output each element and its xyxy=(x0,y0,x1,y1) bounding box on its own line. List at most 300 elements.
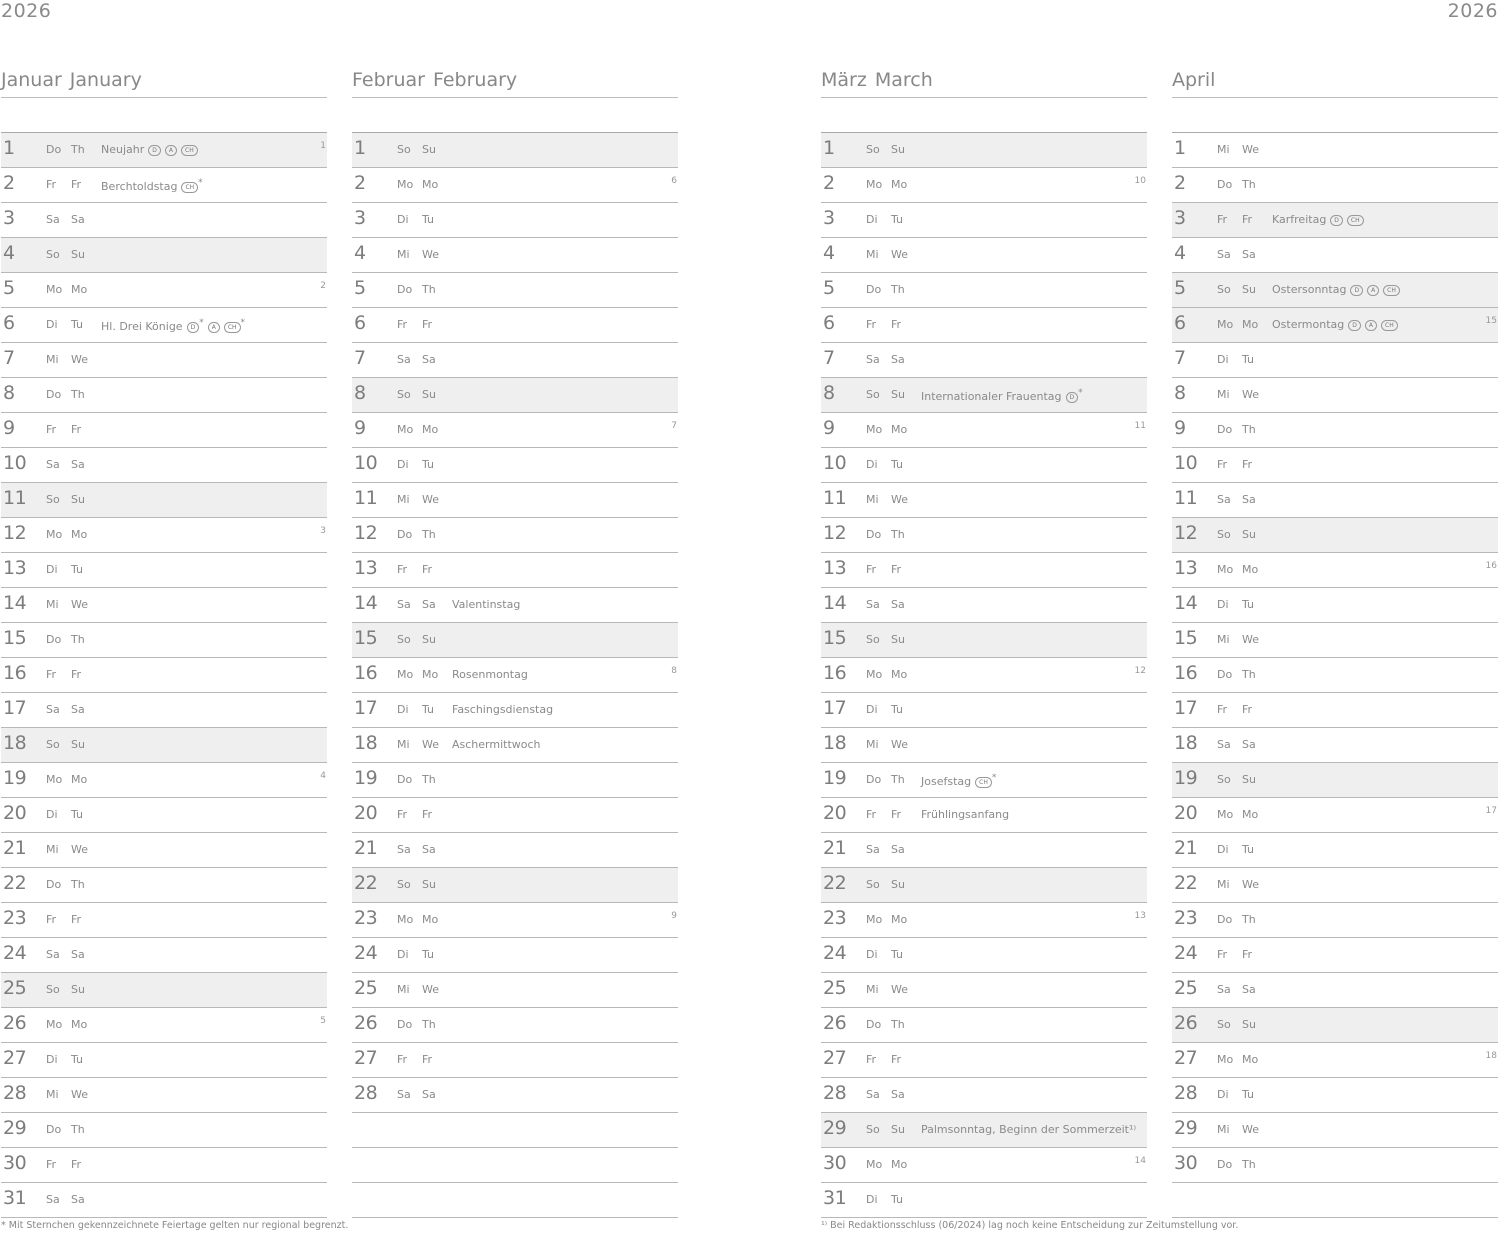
weekday-en: We xyxy=(1242,143,1259,156)
day-number: 1 xyxy=(823,137,835,159)
day-number: 3 xyxy=(823,207,835,229)
day-row xyxy=(1172,133,1498,168)
day-row xyxy=(1172,203,1498,238)
country-badge-icon: CH xyxy=(975,777,992,788)
day-row xyxy=(1,973,327,1008)
day-number: 30 xyxy=(1174,1152,1198,1174)
country-badge-icon: D xyxy=(1348,320,1361,331)
day-number: 23 xyxy=(354,907,378,929)
regional-asterisk: * xyxy=(198,178,203,188)
weekday-en: Fr xyxy=(422,1053,433,1066)
weekday-en: We xyxy=(891,738,908,751)
day-row xyxy=(1,1008,327,1043)
weekday-de: So xyxy=(1217,283,1231,296)
day-row xyxy=(352,763,678,798)
weekday-en: Tu xyxy=(71,318,84,331)
day-row xyxy=(1172,273,1498,308)
weekday-de: Fr xyxy=(866,808,877,821)
day-row xyxy=(821,588,1147,623)
country-badge-icon: A xyxy=(1367,285,1379,296)
weekday-en: Th xyxy=(71,633,85,646)
weekday-en: Su xyxy=(1242,1018,1256,1031)
country-badge-icon: A xyxy=(1365,320,1377,331)
day-number: 4 xyxy=(1174,242,1186,264)
week-number: 8 xyxy=(671,666,677,676)
weekday-en: Fr xyxy=(71,178,82,191)
weekday-en: Tu xyxy=(422,458,435,471)
weekday-en: Su xyxy=(422,878,436,891)
day-row xyxy=(821,1078,1147,1113)
day-number: 22 xyxy=(1174,872,1198,894)
weekday-de: Di xyxy=(1217,1088,1229,1101)
day-row xyxy=(821,553,1147,588)
weekday-en: Th xyxy=(891,283,905,296)
holiday-name: Frühlingsanfang xyxy=(921,808,1010,821)
day-number: 3 xyxy=(354,207,366,229)
day-number: 1 xyxy=(1174,137,1186,159)
weekday-en: Su xyxy=(422,143,436,156)
footnote-regional: * Mit Sternchen gekennzeichnete Feiertage gelten nur regional begrenzt. xyxy=(1,1220,349,1231)
weekday-de: Sa xyxy=(866,1088,880,1101)
weekday-de: Sa xyxy=(46,213,60,226)
day-number: 8 xyxy=(3,382,15,404)
weekday-de: Di xyxy=(1217,598,1229,611)
day-row xyxy=(821,728,1147,763)
day-number: 23 xyxy=(3,907,27,929)
weekday-de: Fr xyxy=(1217,703,1228,716)
weekday-de: So xyxy=(397,388,411,401)
weekday-de: So xyxy=(866,633,880,646)
regional-asterisk: * xyxy=(240,318,246,328)
day-number: 9 xyxy=(1174,417,1186,439)
day-number: 8 xyxy=(1174,382,1186,404)
holiday-name: Rosenmontag xyxy=(452,668,528,681)
day-number: 12 xyxy=(823,522,847,544)
weekday-en: We xyxy=(71,598,88,611)
month-name-en: January xyxy=(69,69,142,91)
holiday xyxy=(921,808,1009,821)
day-row xyxy=(1172,1113,1498,1148)
weekday-de: Mo xyxy=(46,528,63,541)
day-number: 28 xyxy=(354,1082,378,1104)
weekday-de: So xyxy=(1217,773,1231,786)
weekday-de: Mi xyxy=(46,1088,59,1101)
country-badge-icon: D xyxy=(148,145,161,156)
weekday-de: So xyxy=(46,983,60,996)
day-number: 29 xyxy=(823,1117,847,1139)
weekday-de: Mo xyxy=(46,283,63,296)
weekday-en: Fr xyxy=(71,423,82,436)
regional-asterisk: * xyxy=(199,318,204,328)
day-row xyxy=(352,1008,678,1043)
weekday-en: Mo xyxy=(1242,563,1259,576)
country-badge-icon: A xyxy=(208,322,220,333)
weekday-en: Th xyxy=(1242,668,1256,681)
weekday-en: Th xyxy=(422,283,436,296)
day-row xyxy=(1,518,327,553)
day-number: 5 xyxy=(1174,277,1186,299)
weekday-en: Sa xyxy=(1242,493,1256,506)
day-row xyxy=(1,483,327,518)
weekday-de: Mo xyxy=(1217,563,1234,576)
weekday-en: We xyxy=(891,493,908,506)
weekday-de: Sa xyxy=(1217,738,1231,751)
weekday-de: Mi xyxy=(866,248,879,261)
day-number: 5 xyxy=(354,277,366,299)
weekday-en: Th xyxy=(891,528,905,541)
weekday-de: Fr xyxy=(46,668,57,681)
weekday-de: Mo xyxy=(397,423,414,436)
day-number: 15 xyxy=(1174,627,1198,649)
day-number: 3 xyxy=(1174,207,1186,229)
weekday-en: Tu xyxy=(422,703,435,716)
weekday-de: Fr xyxy=(46,913,57,926)
holiday xyxy=(101,178,203,193)
country-badge-icon: CH xyxy=(181,182,198,193)
day-row xyxy=(1172,168,1498,203)
weekday-en: Sa xyxy=(1242,983,1256,996)
weekday-de: So xyxy=(866,143,880,156)
weekday-de: So xyxy=(46,248,60,261)
day-row xyxy=(1172,553,1498,588)
weekday-en: Tu xyxy=(1242,1088,1255,1101)
weekday-en: Su xyxy=(1242,528,1256,541)
weekday-de: Di xyxy=(866,948,878,961)
weekday-en: Sa xyxy=(422,353,436,366)
day-row xyxy=(821,1183,1147,1218)
weekday-en: Th xyxy=(1242,178,1256,191)
day-number: 2 xyxy=(354,172,366,194)
day-row xyxy=(1,938,327,973)
country-badge-icon: CH xyxy=(1347,215,1364,226)
day-number: 30 xyxy=(823,1152,847,1174)
day-row xyxy=(352,973,678,1008)
weekday-en: Mo xyxy=(891,1158,908,1171)
weekday-en: Th xyxy=(1242,913,1256,926)
weekday-de: So xyxy=(397,878,411,891)
day-row xyxy=(1,1078,327,1113)
weekday-de: Fr xyxy=(46,1158,57,1171)
day-number: 28 xyxy=(1174,1082,1198,1104)
day-list xyxy=(821,132,1147,1218)
day-number: 3 xyxy=(3,207,15,229)
holiday-name: Faschingsdienstag xyxy=(452,703,554,716)
year-right: 2026 xyxy=(1447,0,1498,22)
weekday-de: Di xyxy=(866,458,878,471)
day-number: 5 xyxy=(3,277,15,299)
country-badge-icon: A xyxy=(165,145,177,156)
weekday-en: Fr xyxy=(422,808,433,821)
weekday-en: Su xyxy=(422,388,436,401)
day-row xyxy=(1,1148,327,1183)
weekday-en: Fr xyxy=(891,1053,902,1066)
month-name-de: April xyxy=(1172,69,1216,91)
weekday-de: Sa xyxy=(866,353,880,366)
day-row xyxy=(1,658,327,693)
day-number: 13 xyxy=(1174,557,1198,579)
day-number: 22 xyxy=(354,872,378,894)
week-number: 11 xyxy=(1134,421,1146,431)
weekday-en: We xyxy=(71,1088,88,1101)
day-number: 15 xyxy=(823,627,847,649)
day-number: 2 xyxy=(823,172,835,194)
country-badge-icon: D xyxy=(187,322,200,333)
holiday xyxy=(452,668,528,681)
day-number: 18 xyxy=(3,732,27,754)
day-number: 27 xyxy=(1174,1047,1198,1069)
regional-asterisk: * xyxy=(991,773,997,783)
weekday-en: Mo xyxy=(891,668,908,681)
weekday-de: So xyxy=(397,633,411,646)
day-number: 10 xyxy=(823,452,847,474)
day-number: 18 xyxy=(823,732,847,754)
day-number: 11 xyxy=(354,487,378,509)
weekday-de: Mi xyxy=(397,983,410,996)
day-number: 24 xyxy=(354,942,378,964)
weekday-de: Do xyxy=(397,1018,413,1031)
weekday-en: Tu xyxy=(891,703,904,716)
weekday-en: Mo xyxy=(71,283,88,296)
weekday-en: Sa xyxy=(1242,738,1256,751)
weekday-en: Mo xyxy=(1242,808,1259,821)
day-number: 22 xyxy=(3,872,27,894)
month-column xyxy=(1172,60,1498,1174)
weekday-de: Do xyxy=(1217,423,1233,436)
day-row xyxy=(1,343,327,378)
day-row xyxy=(1172,728,1498,763)
day-number: 19 xyxy=(354,767,378,789)
day-number: 7 xyxy=(823,347,835,369)
weekday-de: Mi xyxy=(397,738,410,751)
day-row xyxy=(352,378,678,413)
day-row xyxy=(1,903,327,938)
holiday-name: Aschermittwoch xyxy=(452,738,541,751)
day-row xyxy=(1,833,327,868)
weekday-en: Tu xyxy=(891,948,904,961)
holiday-name: Neujahr xyxy=(101,143,145,156)
day-row xyxy=(352,483,678,518)
weekday-de: Di xyxy=(866,213,878,226)
week-number: 14 xyxy=(1134,1156,1146,1166)
holiday xyxy=(921,1123,1136,1136)
weekday-en: Su xyxy=(891,633,905,646)
day-row xyxy=(1172,1008,1498,1043)
weekday-de: Fr xyxy=(1217,213,1228,226)
weekday-en: Th xyxy=(71,878,85,891)
country-badge-icon: D xyxy=(1330,215,1343,226)
day-number: 25 xyxy=(823,977,847,999)
day-row xyxy=(1172,308,1498,343)
day-number: 24 xyxy=(1174,942,1198,964)
day-number: 24 xyxy=(823,942,847,964)
day-number: 15 xyxy=(354,627,378,649)
day-row xyxy=(1,693,327,728)
month-column xyxy=(352,60,678,1104)
weekday-en: Tu xyxy=(891,1193,904,1206)
weekday-de: Mi xyxy=(1217,633,1230,646)
weekday-de: Mi xyxy=(866,738,879,751)
weekday-de: Di xyxy=(866,703,878,716)
weekday-en: We xyxy=(422,738,439,751)
day-number: 14 xyxy=(354,592,378,614)
holiday xyxy=(452,703,553,716)
day-row xyxy=(1,553,327,588)
day-row xyxy=(352,798,678,833)
weekday-de: Do xyxy=(866,283,882,296)
weekday-en: We xyxy=(891,248,908,261)
holiday xyxy=(1272,283,1400,296)
day-row xyxy=(1,868,327,903)
day-number: 18 xyxy=(354,732,378,754)
weekday-de: Di xyxy=(46,318,58,331)
weekday-de: Mo xyxy=(46,773,63,786)
day-row xyxy=(1172,1078,1498,1113)
weekday-en: Su xyxy=(1242,773,1256,786)
weekday-de: Sa xyxy=(866,598,880,611)
weekday-en: Tu xyxy=(1242,598,1255,611)
weekday-en: Mo xyxy=(891,913,908,926)
day-row xyxy=(821,273,1147,308)
day-row xyxy=(352,728,678,763)
day-number: 21 xyxy=(354,837,378,859)
day-row xyxy=(821,658,1147,693)
weekday-de: Mi xyxy=(866,983,879,996)
day-row xyxy=(1,798,327,833)
weekday-en: Sa xyxy=(422,1088,436,1101)
day-number: 12 xyxy=(354,522,378,544)
weekday-de: Do xyxy=(46,878,62,891)
day-row xyxy=(821,1043,1147,1078)
weekday-en: Th xyxy=(891,1018,905,1031)
weekday-de: Mo xyxy=(866,423,883,436)
weekday-en: We xyxy=(422,983,439,996)
weekday-de: Mo xyxy=(1217,1053,1234,1066)
day-list xyxy=(352,132,678,1218)
week-number: 9 xyxy=(671,911,677,921)
weekday-en: Fr xyxy=(1242,948,1253,961)
weekday-de: Do xyxy=(1217,668,1233,681)
weekday-en: We xyxy=(71,353,88,366)
weekday-en: Mo xyxy=(71,1018,88,1031)
weekday-en: Fr xyxy=(71,668,82,681)
weekday-de: Do xyxy=(46,1123,62,1136)
day-row xyxy=(1172,378,1498,413)
day-row xyxy=(1172,1043,1498,1078)
weekday-en: Tu xyxy=(1242,353,1255,366)
country-badge-icon: CH xyxy=(1383,285,1400,296)
day-row xyxy=(821,378,1147,413)
day-row xyxy=(1172,938,1498,973)
day-number: 14 xyxy=(1174,592,1198,614)
weekday-de: Sa xyxy=(46,703,60,716)
month-title xyxy=(821,60,1147,98)
empty-row xyxy=(1172,1183,1498,1218)
empty-row xyxy=(352,1148,678,1183)
day-number: 17 xyxy=(3,697,27,719)
weekday-de: Mo xyxy=(397,913,414,926)
day-number: 10 xyxy=(1174,452,1198,474)
day-number: 4 xyxy=(823,242,835,264)
weekday-en: We xyxy=(1242,878,1259,891)
day-row xyxy=(1172,833,1498,868)
holiday xyxy=(101,318,245,333)
weekday-en: We xyxy=(422,493,439,506)
day-number: 4 xyxy=(354,242,366,264)
weekday-en: Th xyxy=(422,1018,436,1031)
day-row xyxy=(1172,623,1498,658)
day-number: 11 xyxy=(823,487,847,509)
day-row xyxy=(821,238,1147,273)
weekday-de: Mi xyxy=(46,353,59,366)
day-number: 9 xyxy=(3,417,15,439)
day-row xyxy=(821,1148,1147,1183)
day-list xyxy=(1,132,327,1218)
weekday-en: Tu xyxy=(71,808,84,821)
day-number: 28 xyxy=(3,1082,27,1104)
week-number: 15 xyxy=(1485,316,1497,326)
weekday-de: Mi xyxy=(1217,388,1230,401)
holiday-name: Internationaler Frauentag xyxy=(921,390,1062,403)
month-name-de: März xyxy=(821,69,867,91)
weekday-en: Su xyxy=(71,738,85,751)
week-number: 16 xyxy=(1485,561,1497,571)
weekday-en: Th xyxy=(71,388,85,401)
day-number: 16 xyxy=(823,662,847,684)
day-row xyxy=(1,448,327,483)
country-badge-icon: CH xyxy=(1381,320,1398,331)
day-row xyxy=(1,238,327,273)
day-row xyxy=(1172,658,1498,693)
holiday-name: Valentinstag xyxy=(452,598,521,611)
weekday-en: Fr xyxy=(891,808,902,821)
weekday-de: Do xyxy=(866,1018,882,1031)
weekday-de: Mi xyxy=(397,493,410,506)
weekday-de: So xyxy=(1217,1018,1231,1031)
day-row xyxy=(352,518,678,553)
weekday-en: Mo xyxy=(422,913,439,926)
week-number: 4 xyxy=(320,771,326,781)
day-row xyxy=(821,763,1147,798)
day-number: 25 xyxy=(3,977,27,999)
weekday-de: Fr xyxy=(397,563,408,576)
footnote-daylight-saving: ¹⁾ Bei Redaktionsschluss (06/2024) lag noch keine Entscheidung zur Zeitumstellung vor. xyxy=(821,1220,1239,1231)
day-row xyxy=(1172,1148,1498,1183)
holiday xyxy=(1272,318,1398,331)
day-number: 18 xyxy=(1174,732,1198,754)
day-row xyxy=(821,483,1147,518)
week-number: 5 xyxy=(320,1016,326,1026)
day-row xyxy=(1,623,327,658)
day-number: 26 xyxy=(3,1012,27,1034)
day-row xyxy=(1172,448,1498,483)
day-number: 19 xyxy=(3,767,27,789)
day-row xyxy=(821,973,1147,1008)
month-title xyxy=(1172,60,1498,98)
day-number: 7 xyxy=(1174,347,1186,369)
weekday-de: Sa xyxy=(397,843,411,856)
day-row xyxy=(821,903,1147,938)
weekday-en: Su xyxy=(71,493,85,506)
day-row xyxy=(352,413,678,448)
day-row xyxy=(821,203,1147,238)
day-row xyxy=(352,623,678,658)
day-number: 7 xyxy=(354,347,366,369)
day-row xyxy=(1,1043,327,1078)
day-number: 19 xyxy=(823,767,847,789)
weekday-en: Sa xyxy=(422,843,436,856)
weekday-de: Di xyxy=(397,458,409,471)
weekday-de: Do xyxy=(46,633,62,646)
